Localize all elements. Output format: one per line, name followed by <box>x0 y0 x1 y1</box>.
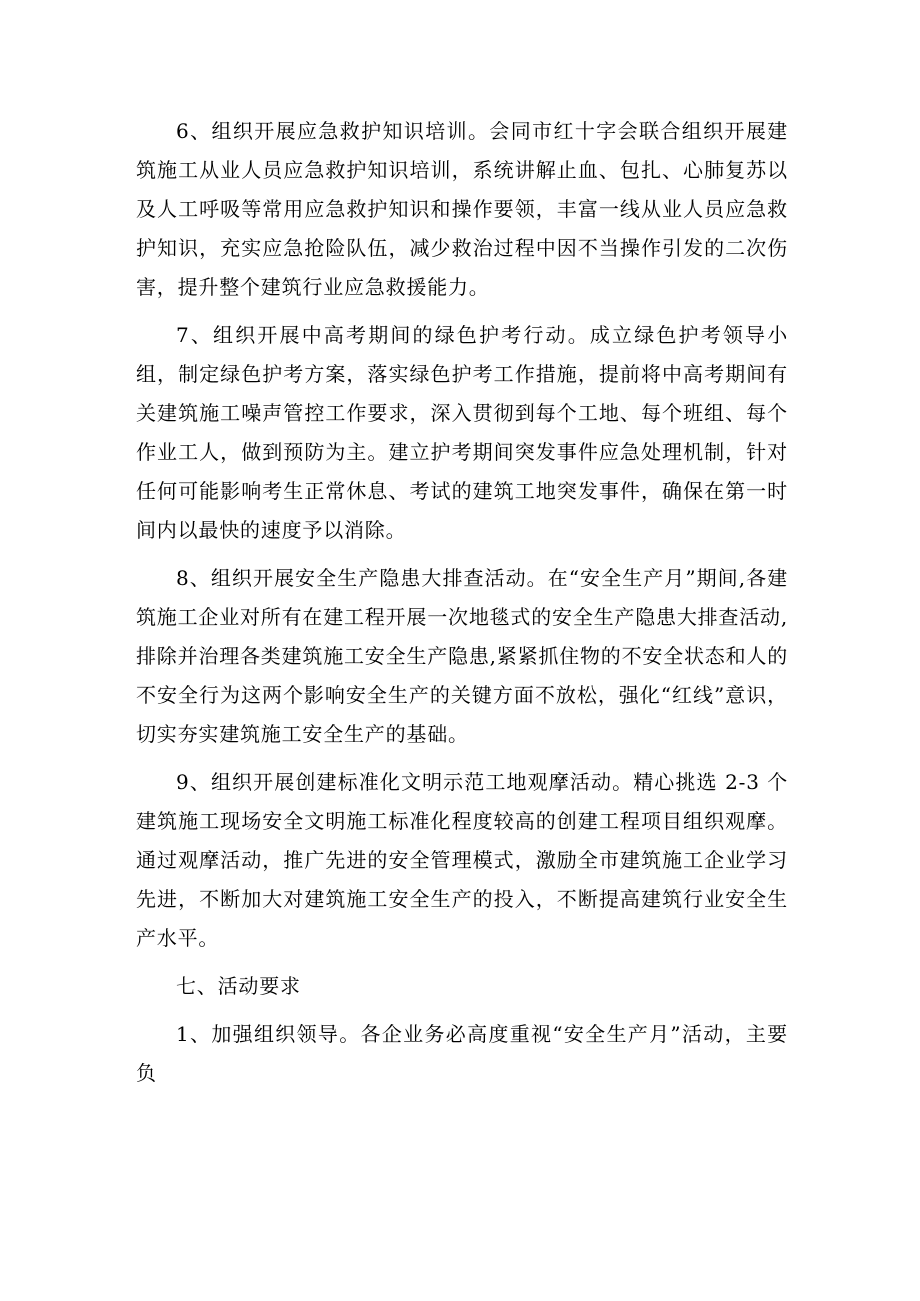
paragraph-item-8: 8、组织开展安全生产隐患大排查活动。在“安全生产月”期间,各建筑施工企业对所有在建工程开展一次地毯式的安全生产隐患大排查活动,排除并治理各类建筑施工安全生产隐患,紧紧抓住物的不安全状态和人的不安全行为这两个影响安全生产的关键方面不放松，强化“红线”意识，切实夯实建筑施工安全生产的基础。 <box>136 566 788 746</box>
paragraph-requirement-1: 1、加强组织领导。各企业务必高度重视“安全生产月”活动，主要负 <box>136 1022 788 1085</box>
paragraph-item-9: 9、组织开展创建标准化文明示范工地观摩活动。精心挑选 2-3 个建筑施工现场安全文明施工标准化程度较高的创建工程项目组织观摩。通过观摩活动，推广先进的安全管理模式，激励全市建筑施工企业学习先进，不断加大对建筑施工安全生产的投入，不断提高建筑行业安全生产水平。 <box>136 770 788 950</box>
document-body <box>136 112 788 1093</box>
paragraph-item-7: 7、组织开展中高考期间的绿色护考行动。成立绿色护考领导小组，制定绿色护考方案，落实绿色护考工作措施，提前将中高考期间有关建筑施工噪声管控工作要求，深入贯彻到每个工地、每个班组、每个作业工人，做到预防为主。建立护考期间突发事件应急处理机制，针对任何可能影响考生正常休息、考试的建筑工地突发事件，确保在第一时间内以最快的速度予以消除。 <box>136 323 788 542</box>
paragraph-item-6: 6、组织开展应急救护知识培训。会同市红十字会联合组织开展建筑施工从业人员应急救护知识培训，系统讲解止血、包扎、心肺复苏以及人工呼吸等常用应急救护知识和操作要领，丰富一线从业人员应急救护知识，充实应急抢险队伍，减少救治过程中因不当操作引发的二次伤害，提升整个建筑行业应急救援能力。 <box>136 119 788 299</box>
section-heading-activity-requirements: 七、活动要求 <box>176 974 301 998</box>
